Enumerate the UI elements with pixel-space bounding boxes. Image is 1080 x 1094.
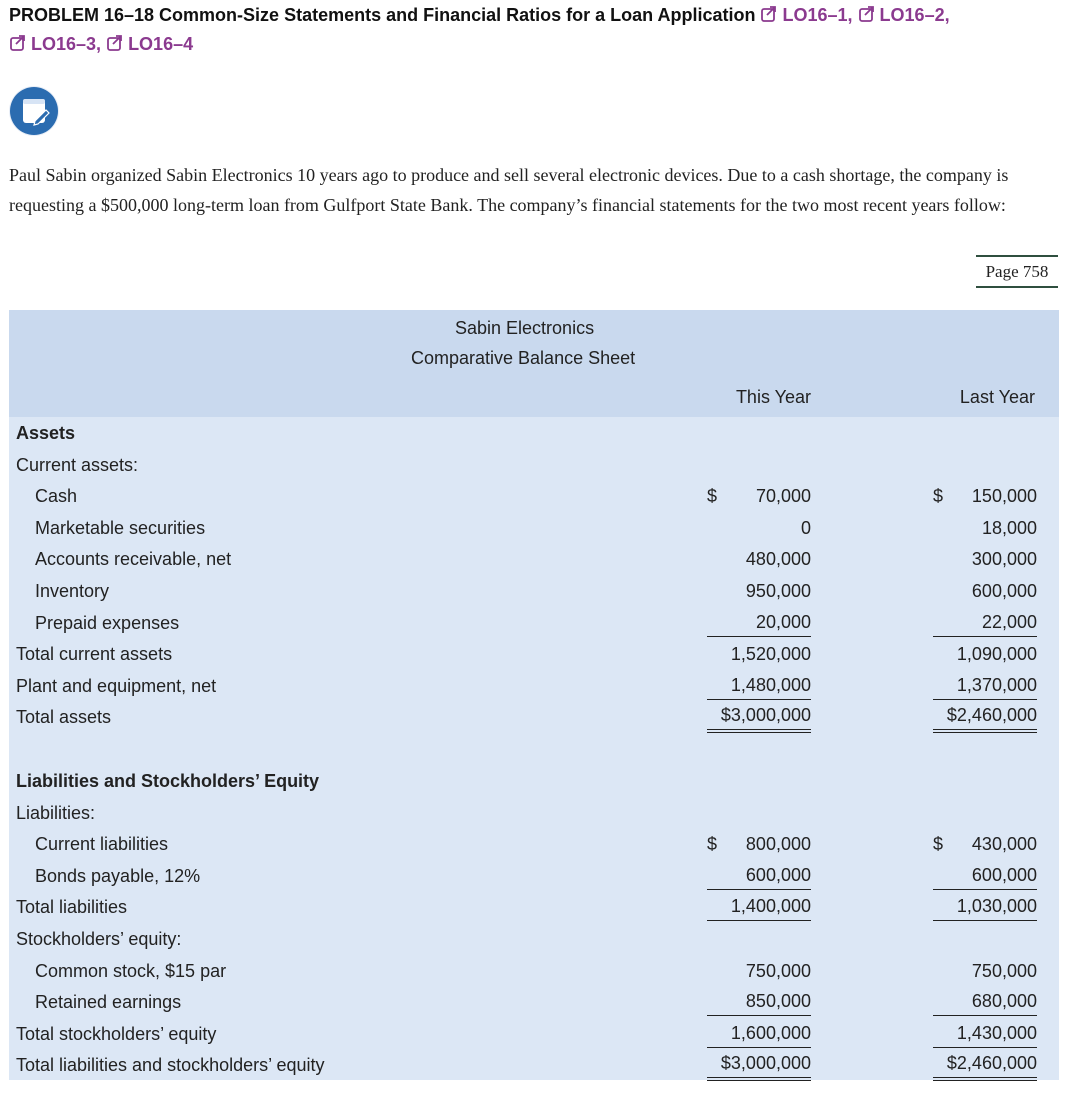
last-year-amount <box>933 1019 1037 1048</box>
external-link-icon <box>106 34 124 52</box>
last-year-amount <box>933 639 1037 670</box>
balance-sheet-row <box>9 987 1059 1018</box>
row-label: Inventory <box>35 581 110 601</box>
column-header-this-year: This Year <box>735 387 811 407</box>
balance-sheet-row <box>9 481 1059 512</box>
row-label: Total current assets <box>16 644 173 665</box>
amount-value: 1,430,000 <box>956 1022 1037 1043</box>
last-year-amount <box>933 671 1037 700</box>
balance-sheet-row <box>9 1050 1059 1081</box>
amount-value: 480,000 <box>745 549 811 570</box>
amount-value: 1,600,000 <box>730 1022 811 1043</box>
row-label: Common stock, $15 par <box>35 960 227 981</box>
amount-value: 600,000 <box>971 581 1037 601</box>
last-year-amount <box>933 544 1037 575</box>
this-year-amount <box>707 861 811 890</box>
row-label: Liabilities and Stockholders’ Equity <box>16 771 320 791</box>
amount-value: 18,000 <box>981 517 1037 538</box>
amount-value: $2,460,000 <box>946 705 1037 726</box>
this-year-amount <box>707 956 811 987</box>
row-label: Cash <box>35 486 78 507</box>
this-year-amount <box>707 639 811 670</box>
row-label: Current liabilities <box>35 834 169 855</box>
balance-sheet-row <box>9 956 1059 987</box>
balance-sheet-row <box>9 418 1059 449</box>
row-label: Retained earnings <box>35 992 182 1013</box>
learning-objective-link[interactable]: LO16–3, <box>9 34 106 54</box>
row-label: Accounts receivable, net <box>35 549 232 570</box>
learning-objective-link[interactable]: LO16–1, <box>760 5 857 25</box>
this-year-amount <box>707 702 811 733</box>
last-year-amount <box>933 576 1037 607</box>
row-label: Liabilities: <box>16 802 96 823</box>
row-label: Total liabilities <box>16 897 128 918</box>
amount-value: 750,000 <box>745 960 811 981</box>
row-label: Total stockholders’ equity <box>16 1023 217 1044</box>
problem-heading <box>9 1 1069 59</box>
row-label: Plant and equipment, net <box>16 675 217 696</box>
external-link-icon <box>9 34 27 52</box>
balance-sheet-row <box>9 1019 1059 1050</box>
row-label: Assets <box>16 423 76 443</box>
this-year-amount <box>707 1019 811 1048</box>
balance-sheet-row <box>9 798 1059 829</box>
last-year-amount <box>933 702 1037 733</box>
balance-sheet-row <box>9 861 1059 892</box>
amount-value: $2,460,000 <box>946 1053 1037 1074</box>
last-year-amount <box>933 829 1037 860</box>
row-label: Total assets <box>16 707 112 728</box>
external-link-icon <box>858 5 876 23</box>
last-year-amount <box>933 892 1037 921</box>
notepad-icon-button[interactable] <box>9 86 59 136</box>
last-year-amount <box>933 513 1037 544</box>
amount-value: 680,000 <box>971 991 1037 1012</box>
notepad-pencil-icon <box>9 86 59 136</box>
learning-objective-link[interactable]: LO16–2, <box>858 5 950 25</box>
this-year-amount <box>707 576 811 607</box>
statement-title: Comparative Balance Sheet <box>411 348 636 368</box>
amount-value: 1,090,000 <box>956 644 1037 665</box>
amount-value: 750,000 <box>971 960 1037 981</box>
this-year-amount <box>707 671 811 700</box>
amount-value: 20,000 <box>755 611 811 632</box>
balance-sheet-row <box>9 639 1059 670</box>
amount-value: 1,370,000 <box>956 674 1037 695</box>
this-year-amount <box>707 892 811 921</box>
company-name: Sabin Electronics <box>455 318 595 338</box>
this-year-amount <box>707 513 811 544</box>
row-label: Current assets: <box>16 454 139 475</box>
amount-value: 70,000 <box>755 486 811 507</box>
this-year-amount <box>707 544 811 575</box>
row-label: Stockholders’ equity: <box>16 929 182 949</box>
learning-objective-link[interactable]: LO16–4 <box>106 34 193 54</box>
balance-sheet-header <box>9 310 1059 417</box>
balance-sheet-row <box>9 829 1059 860</box>
this-year-amount <box>707 829 811 860</box>
amount-value: 430,000 <box>971 834 1037 855</box>
balance-sheet-row <box>9 924 1059 955</box>
amount-value: $3,000,000 <box>720 705 811 726</box>
last-year-amount <box>933 987 1037 1016</box>
amount-value: 600,000 <box>745 864 811 885</box>
amount-value: 22,000 <box>981 611 1037 632</box>
amount-value: 0 <box>800 517 811 538</box>
problem-intro: Paul Sabin organized Sabin Electronics 10 years ago to produce and sell several electronic devices. Due to a cash shortage, the company is requesting a $500,000 long-term loan from Gulfport State Bank. The company’s financial statements for the two most recent years follow: <box>9 165 1009 215</box>
amount-value: 850,000 <box>745 991 811 1012</box>
amount-value: 800,000 <box>745 834 811 855</box>
external-link-icon <box>760 5 778 23</box>
row-label: Prepaid expenses <box>35 612 180 633</box>
balance-sheet-row <box>9 576 1059 607</box>
column-header-last-year: Last Year <box>959 387 1035 407</box>
dollar-sign: $ <box>707 834 718 855</box>
amount-value: 1,520,000 <box>730 644 811 665</box>
this-year-amount <box>707 481 811 512</box>
page-reference: Page 758 <box>976 255 1058 288</box>
amount-value: 1,400,000 <box>730 896 811 917</box>
balance-sheet-row <box>9 892 1059 923</box>
balance-sheet-row <box>9 702 1059 733</box>
last-year-amount <box>933 608 1037 637</box>
amount-value: 1,480,000 <box>730 674 811 695</box>
dollar-sign: $ <box>933 834 944 855</box>
balance-sheet-row <box>9 450 1059 481</box>
last-year-amount <box>933 481 1037 512</box>
balance-sheet-row <box>9 513 1059 544</box>
amount-value: 600,000 <box>971 864 1037 885</box>
amount-value: $3,000,000 <box>720 1053 811 1074</box>
row-label: Bonds payable, 12% <box>35 865 201 886</box>
row-label: Marketable securities <box>35 517 206 538</box>
amount-value: 1,030,000 <box>956 896 1037 917</box>
row-label: Total liabilities and stockholders’ equity <box>16 1055 325 1076</box>
balance-sheet-row <box>9 608 1059 639</box>
last-year-amount <box>933 861 1037 890</box>
balance-sheet <box>9 310 1059 1080</box>
last-year-amount <box>933 1050 1037 1081</box>
amount-value: 150,000 <box>971 486 1037 507</box>
last-year-amount <box>933 956 1037 987</box>
dollar-sign: $ <box>933 486 944 507</box>
this-year-amount <box>707 608 811 637</box>
balance-sheet-row <box>9 766 1059 797</box>
problem-title: PROBLEM 16–18 Common-Size Statements and Financial Ratios for a Loan Application <box>9 5 756 25</box>
this-year-amount <box>707 1050 811 1081</box>
balance-sheet-row <box>9 544 1059 575</box>
amount-value: 950,000 <box>745 581 811 601</box>
dollar-sign: $ <box>707 486 718 507</box>
balance-sheet-row <box>9 671 1059 702</box>
this-year-amount <box>707 987 811 1016</box>
amount-value: 300,000 <box>971 549 1037 570</box>
